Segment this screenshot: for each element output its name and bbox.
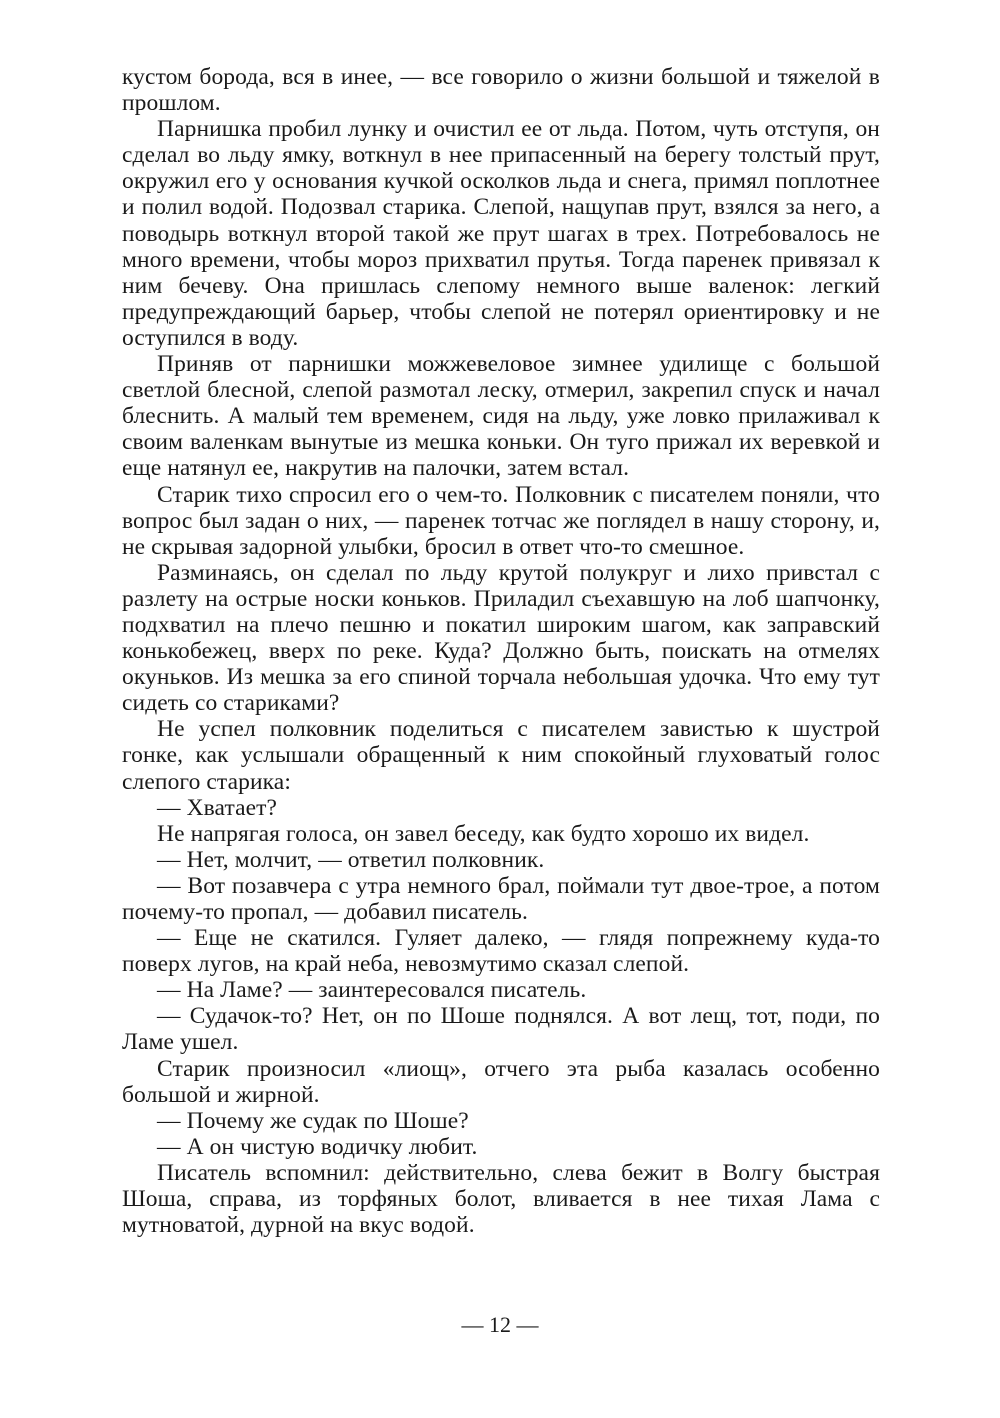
paragraph: Не напрягая голоса, он завел беседу, как будто хорошо их видел. <box>157 820 810 847</box>
dialogue-line: — На Ламе? — заинтересовался писатель. <box>157 977 587 1004</box>
dialogue-line: — Нет, молчит, — ответил полковник. <box>157 846 545 873</box>
page-number: — 12 — <box>461 1312 539 1337</box>
paragraph: Парнишка пробил лунку и очистил ее от льда. Потом, чуть отступя, он сделал во льду ямку, воткнул в нее припасенный на берегу толстый прут, окружил его у основания кучкой осколков льда и снега, примял поплотнее и полил водой. Подозвал старика. Слепой, нащупав прут, взялся за него, а поводырь воткнул второй такой же прут шагах в трех. Потребовалось не много времени, чтобы мороз прихватил прутья. Тогда паренек привязал к ним бечеву. Она пришлась слепому немного выше валенок: легкий предупреждающий барьер, чтобы слепой не потерял ориентировку и не оступился в воду. <box>122 116 880 351</box>
text-block <box>122 64 880 1238</box>
paragraph: Старик тихо спросил его о чем-то. Полковник с писателем поняли, что вопрос был задан о них, — паренек тотчас же поглядел в нашу сторону, и, не скрывая задорной улыбки, бросил в ответ что-то смешное. <box>122 481 880 560</box>
page-body <box>122 64 880 1238</box>
paragraph: Разминаясь, он сделал по льду крутой полукруг и лихо привстал с разлету на острые носки коньков. Приладил съехавшую на лоб шапчонку, подхватил на плечо пешню и покатил широким шагом, как заправский конькобежец, вверх по реке. Куда? Должно быть, поискать на отмелях окуньков. Из мешка за его спиной торчала небольшая удочка. Что ему тут сидеть со стариками? <box>122 559 880 717</box>
dialogue-line: — Судачок-то? Нет, он по Шоше поднялся. А вот лещ, тот, поди, по Ламе ушел. <box>122 1003 880 1056</box>
dialogue-line: — Почему же судак по Шоше? <box>157 1107 469 1134</box>
paragraph: Не успел полковник поделиться с писателем завистью к шустрой гонке, как услышали обращенный к ним спокойный глуховатый голос слепого старика: <box>122 716 880 795</box>
dialogue-line: — Еще не скатился. Гуляет далеко, — глядя попрежнему куда-то поверх лугов, на край неба, невозмутимо сказал слепой. <box>122 925 880 978</box>
paragraph: Старик произносил «лиощ», отчего эта рыба казалась особенно большой и жирной. <box>122 1055 880 1108</box>
dialogue-line: — Хватает? <box>157 794 278 821</box>
dialogue-line: — Вот позавчера с утра немного брал, поймали тут двое-трое, а потом почему-то пропал, — добавил писатель. <box>122 872 880 925</box>
paragraph: Писатель вспомнил: действительно, слева бежит в Волгу быстрая Шоша, справа, из торфяных болот, вливается в нее тихая Лама с мутноватой, дурной на вкус водой. <box>122 1159 880 1239</box>
paragraph: Приняв от парнишки можжевеловое зимнее удилище с большой светлой блесной, слепой размотал леску, отмерил, закрепил спуск и начал блеснить. А малый тем временем, сидя на льду, уже ловко прилаживал к своим валенкам вынутые из мешка коньки. Он туго прижал их веревкой и еще натянул ее, накрутив на палочки, затем встал. <box>122 351 880 482</box>
paragraph: кустом борода, вся в инее, — все говорило о жизни большой и тяжелой в прошлом. <box>122 64 880 117</box>
dialogue-line: — А он чистую водичку любит. <box>157 1133 478 1160</box>
